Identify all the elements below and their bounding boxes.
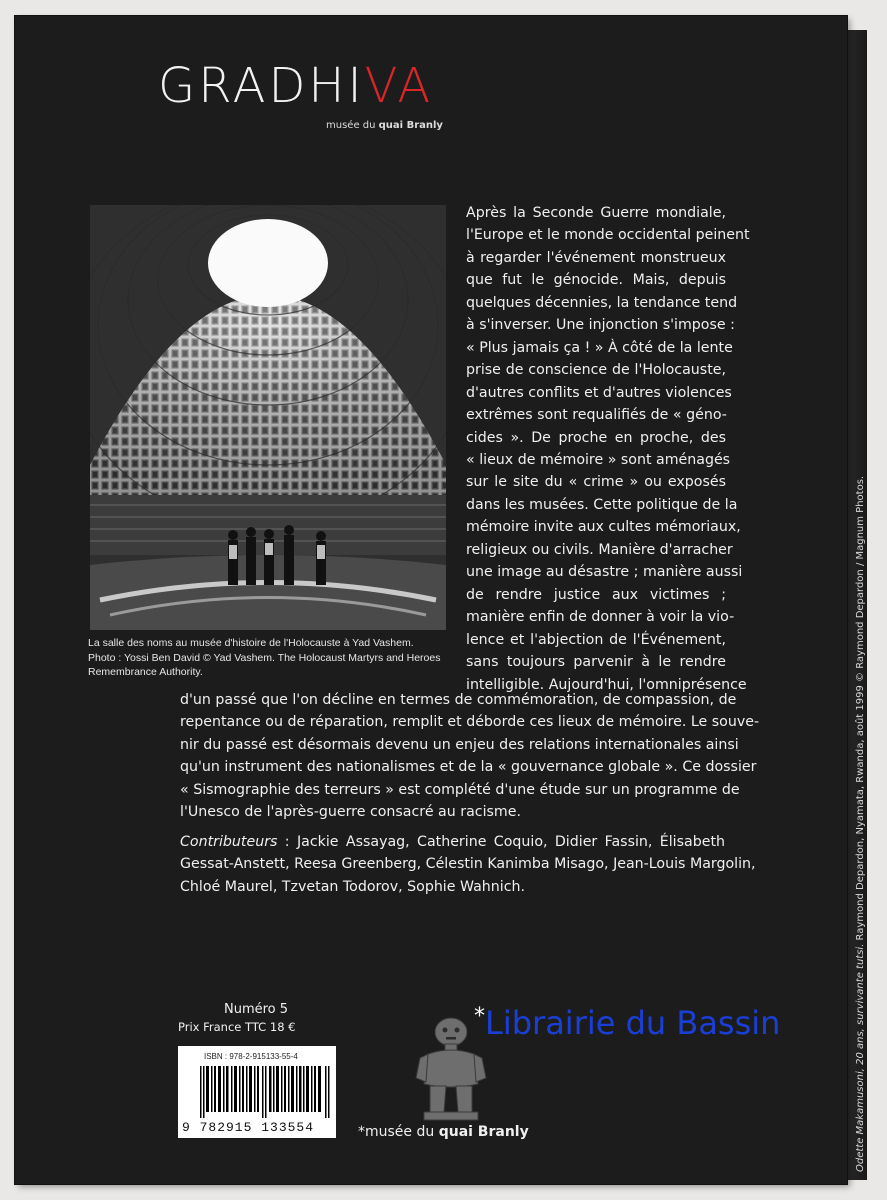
caption-line: La salle des noms au musée d'histoire de l'Holocauste à Yad Vashem. bbox=[88, 637, 414, 649]
contributors-line: Chloé Maurel, Tzvetan Todorov, Sophie Wahnich. bbox=[180, 878, 526, 895]
cover-photo-credit bbox=[855, 475, 866, 1172]
text-line: quelques décennies, la tendance tend bbox=[466, 294, 738, 311]
text-line: prise de conscience de l'Holocauste, bbox=[466, 362, 726, 379]
text-column bbox=[466, 202, 750, 696]
text-line: qu'un instrument des nationalismes et de la « gouvernance globale ». Ce dossier bbox=[180, 759, 757, 776]
text-line: lence et l'abjection de l'Événement, bbox=[466, 631, 726, 648]
watermark-asterisk: * bbox=[474, 1004, 485, 1029]
credit-italic: Odette Makamusoni, 20 ans, survivante tutsi. bbox=[855, 943, 866, 1172]
text-line: d'autres conflits et d'autres violences bbox=[466, 384, 732, 401]
contributors-label: Contributeurs bbox=[180, 834, 278, 850]
text-line: dans les musées. Cette politique de la bbox=[466, 496, 738, 513]
logo-main: GRADHI bbox=[158, 58, 365, 114]
caption-line: Photo : Yossi Ben David © Yad Vashem. The Holocaust Martyrs and Heroes bbox=[88, 651, 441, 664]
logo-sub-bold: quai Branly bbox=[378, 120, 443, 131]
text-line: mémoire invite aux cultes mémoriaux, bbox=[466, 519, 741, 536]
text-line: l'Europe et le monde occidental peinent bbox=[466, 227, 750, 244]
ean-digits: 9 782915 133554 bbox=[182, 1120, 315, 1135]
museum-logo bbox=[358, 1124, 529, 1140]
contributors-line bbox=[180, 831, 725, 853]
hall-of-names-photo bbox=[90, 205, 446, 630]
text-line: l'Unesco de l'après-guerre consacré au racisme. bbox=[180, 804, 521, 821]
text-line: repentance ou de réparation, remplit et déborde ces lieux de mémoire. Le souve- bbox=[180, 714, 760, 731]
bookshop-watermark bbox=[474, 1004, 780, 1042]
text-line: Après la Seconde Guerre mondiale, bbox=[466, 205, 726, 221]
text-line: à s'inverser. Une injonction s'impose : bbox=[466, 317, 735, 334]
text-line: manière enfin de donner à voir la vio- bbox=[466, 609, 735, 626]
museum-logo-bold: quai Branly bbox=[438, 1124, 529, 1140]
text-line: d'un passé que l'on décline en termes de commémoration, de compassion, de bbox=[180, 692, 737, 708]
gradhiva-logo bbox=[158, 58, 434, 114]
contributors-text: : Jackie Assayag, Catherine Coquio, Didier Fassin, Élisabeth bbox=[277, 834, 725, 850]
price: Prix France TTC 18 € bbox=[178, 1020, 296, 1034]
logo-subtitle bbox=[326, 120, 443, 131]
text-line: à regarder l'événement monstrueux bbox=[466, 249, 726, 266]
text-line: sur le site du « crime » ou exposés bbox=[466, 474, 726, 491]
text-line: une image au désastre ; manière aussi bbox=[466, 564, 743, 581]
contributors-line: Gessat-Anstett, Reesa Greenberg, Célestin Kanimba Misago, Jean-Louis Margolin, bbox=[180, 856, 756, 873]
text-line: que fut le génocide. Mais, depuis bbox=[466, 272, 726, 289]
statuette-image bbox=[410, 1014, 492, 1124]
logo-sub-pre: musée du bbox=[326, 120, 379, 131]
caption-line: Remembrance Authority. bbox=[88, 666, 203, 678]
text-line: nir du passé est désormais devenu un enjeu des relations internationales ainsi bbox=[180, 736, 739, 753]
text-line: cides ». De proche en proche, des bbox=[466, 429, 726, 446]
photo-caption bbox=[88, 636, 441, 680]
watermark-text: Librairie du Bassin bbox=[485, 1004, 781, 1042]
text-line: « Sismographie des terreurs » est complété d'une étude sur un programme de bbox=[180, 781, 740, 798]
text-line: religieux ou civils. Manière d'arracher bbox=[466, 541, 733, 558]
isbn-text: ISBN : 978-2-915133-55-4 bbox=[204, 1052, 298, 1061]
text-line: intelligible. Aujourd'hui, l'omniprésence bbox=[466, 676, 747, 693]
text-wide bbox=[180, 689, 760, 824]
text-line: « lieux de mémoire » sont aménagés bbox=[466, 451, 731, 468]
contributors bbox=[180, 831, 756, 898]
museum-logo-pre: musée du bbox=[365, 1124, 439, 1140]
text-line: « Plus jamais ça ! » À côté de la lente bbox=[466, 339, 733, 356]
text-line: extrêmes sont requalifiés de « géno- bbox=[466, 407, 727, 424]
barcode-label bbox=[178, 1046, 336, 1138]
text-line: sans toujours parvenir à le rendre bbox=[466, 654, 726, 671]
text-line: de rendre justice aux victimes ; bbox=[466, 586, 726, 603]
issue-number: Numéro 5 bbox=[224, 1002, 289, 1017]
barcode-bars bbox=[200, 1066, 330, 1118]
museum-logo-asterisk: * bbox=[358, 1124, 365, 1140]
credit-rest: Raymond Depardon, Nyamata, Rwanda, août 1999 © Raymond Depardon / Magnum Photos. bbox=[855, 475, 866, 944]
logo-accent: VA bbox=[364, 58, 434, 114]
